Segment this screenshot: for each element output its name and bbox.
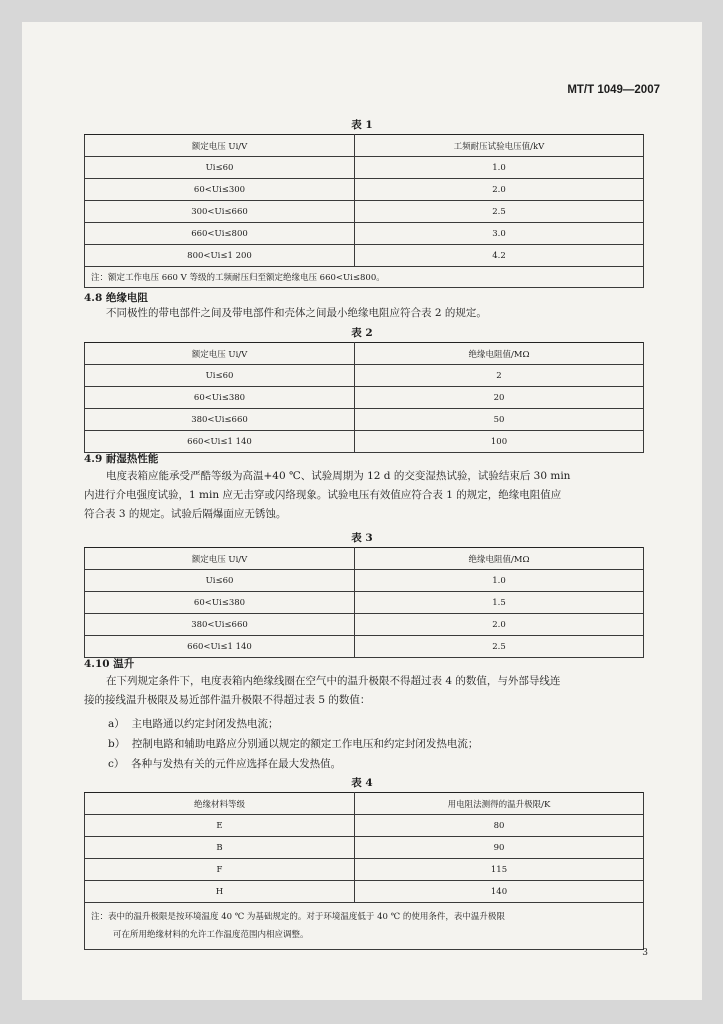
table4-cell: E (85, 815, 355, 837)
table-row (85, 223, 644, 245)
table1-note: 注：额定工作电压 660 V 等级的工频耐压归至额定绝缘电压 660<Ui≤800。 (85, 267, 644, 288)
table4-cell: 80 (355, 815, 644, 837)
table-row (85, 815, 644, 837)
table2-caption: 表 2 (351, 327, 373, 339)
section-4-8-title: 4.8 绝缘电阻 (84, 292, 148, 304)
table-row (85, 881, 644, 903)
table-row (85, 179, 644, 201)
list-item-label: a） (108, 718, 125, 730)
table4-header-class: 绝缘材料等级 (85, 793, 355, 815)
section-4-9-title: 4.9 耐湿热性能 (84, 453, 159, 465)
page-number: 3 (642, 948, 648, 958)
table1-header-test-voltage: 工频耐压试验电压值/kV (355, 135, 644, 157)
table4-cell: F (85, 859, 355, 881)
table4-cell: B (85, 837, 355, 859)
table3-cell: 1.5 (355, 592, 644, 614)
list-item-text: 主电路通以约定封闭发热电流； (131, 718, 279, 730)
table3-cell: 660<Ui≤1 140 (85, 636, 355, 658)
table4-note-line: 注：表中的温升极限是按环境温度 40 ℃ 为基础规定的。对于环境温度低于 40 ℃ 的使用条件，表中温升极限 (91, 912, 505, 922)
table3-cell: 380<Ui≤660 (85, 614, 355, 636)
table-row (85, 387, 644, 409)
table2-cell: Ui≤60 (85, 365, 355, 387)
table-row (85, 636, 644, 658)
section-4-9-line: 电度表箱应能承受严酷等级为高温+40 ℃、试验周期为 12 d 的交变湿热试验，试验结束后 30 min (106, 470, 571, 482)
section-4-10-line: 接的接线温升极限及易近部件温升极限不得超过表 5 的数值： (84, 694, 371, 706)
table1-cell: 60<Ui≤300 (85, 179, 355, 201)
section-4-10-title: 4.10 温升 (84, 658, 135, 670)
table2-cell: 20 (355, 387, 644, 409)
section-4-10-line: 在下列规定条件下，电度表箱内绝缘线圈在空气中的温升极限不得超过表 4 的数值，与外部导线连 (106, 675, 561, 687)
list-item-label: b） (108, 738, 126, 750)
table4-cell: 140 (355, 881, 644, 903)
standard-number: MT/T 1049—2007 (567, 84, 660, 96)
document-page (22, 22, 702, 1000)
table4-note (85, 903, 644, 950)
table4-cell: H (85, 881, 355, 903)
table-row (85, 431, 644, 453)
table1-cell: 3.0 (355, 223, 644, 245)
list-item-text: 控制电路和辅助电路应分别通以规定的额定工作电压和约定封闭发热电流； (131, 738, 479, 750)
table3-cell: 1.0 (355, 570, 644, 592)
table-row (85, 245, 644, 267)
section-4-9-text (84, 467, 570, 524)
section-4-9-line: 符合表 3 的规定。试验后隔爆面应无锈蚀。 (84, 508, 287, 520)
table1-cell: 2.5 (355, 201, 644, 223)
table4-cell: 90 (355, 837, 644, 859)
table2-header-voltage: 额定电压 Ui/V (85, 343, 355, 365)
table2-cell: 60<Ui≤380 (85, 387, 355, 409)
table1-cell: 4.2 (355, 245, 644, 267)
list-item (108, 756, 341, 771)
table2-header-resistance: 绝缘电阻值/MΩ (355, 343, 644, 365)
table1-cell: 300<Ui≤660 (85, 201, 355, 223)
table3 (84, 547, 644, 658)
table3-caption: 表 3 (351, 532, 373, 544)
table4-note-line: 可在所用绝缘材料的允许工作温度范围内相应调整。 (113, 930, 309, 940)
section-4-10-text (84, 672, 560, 710)
table4-cell: 115 (355, 859, 644, 881)
table1-cell: 660<Ui≤800 (85, 223, 355, 245)
table3-cell: 60<Ui≤380 (85, 592, 355, 614)
table4-caption: 表 4 (351, 777, 373, 789)
table2-cell: 660<Ui≤1 140 (85, 431, 355, 453)
section-4-8-text: 不同极性的带电部件之间及带电部件和壳体之间最小绝缘电阻应符合表 2 的规定。 (106, 307, 487, 319)
section-4-9-line: 内进行介电强度试验，1 min 应无击穿或闪络现象。试验电压有效值应符合表 1 的规定，绝缘电阻值应 (84, 489, 562, 501)
table-row (85, 365, 644, 387)
table4-header-limit: 用电阻法测得的温升极限/K (355, 793, 644, 815)
table2-cell: 380<Ui≤660 (85, 409, 355, 431)
table-row (85, 859, 644, 881)
table4 (84, 792, 644, 950)
table-row (85, 409, 644, 431)
table1-cell: 1.0 (355, 157, 644, 179)
table1-cell: Ui≤60 (85, 157, 355, 179)
table1-header-voltage: 额定电压 Ui/V (85, 135, 355, 157)
table-row (85, 592, 644, 614)
table2 (84, 342, 644, 453)
table2-cell: 100 (355, 431, 644, 453)
table-row (85, 157, 644, 179)
table3-cell: 2.5 (355, 636, 644, 658)
table3-cell: Ui≤60 (85, 570, 355, 592)
table-row (85, 614, 644, 636)
list-item (108, 716, 278, 731)
table-row (85, 570, 644, 592)
list-item (108, 736, 478, 751)
table3-cell: 2.0 (355, 614, 644, 636)
list-item-label: c） (108, 758, 125, 770)
table2-cell: 2 (355, 365, 644, 387)
table1-cell: 2.0 (355, 179, 644, 201)
list-item-text: 各种与发热有关的元件应选择在最大发热值。 (131, 758, 342, 770)
table-row (85, 837, 644, 859)
table2-cell: 50 (355, 409, 644, 431)
table1-caption: 表 1 (351, 119, 373, 131)
table3-header-voltage: 额定电压 Ui/V (85, 548, 355, 570)
table3-header-resistance: 绝缘电阻值/MΩ (355, 548, 644, 570)
table-row (85, 201, 644, 223)
table1 (84, 134, 644, 288)
table1-cell: 800<Ui≤1 200 (85, 245, 355, 267)
